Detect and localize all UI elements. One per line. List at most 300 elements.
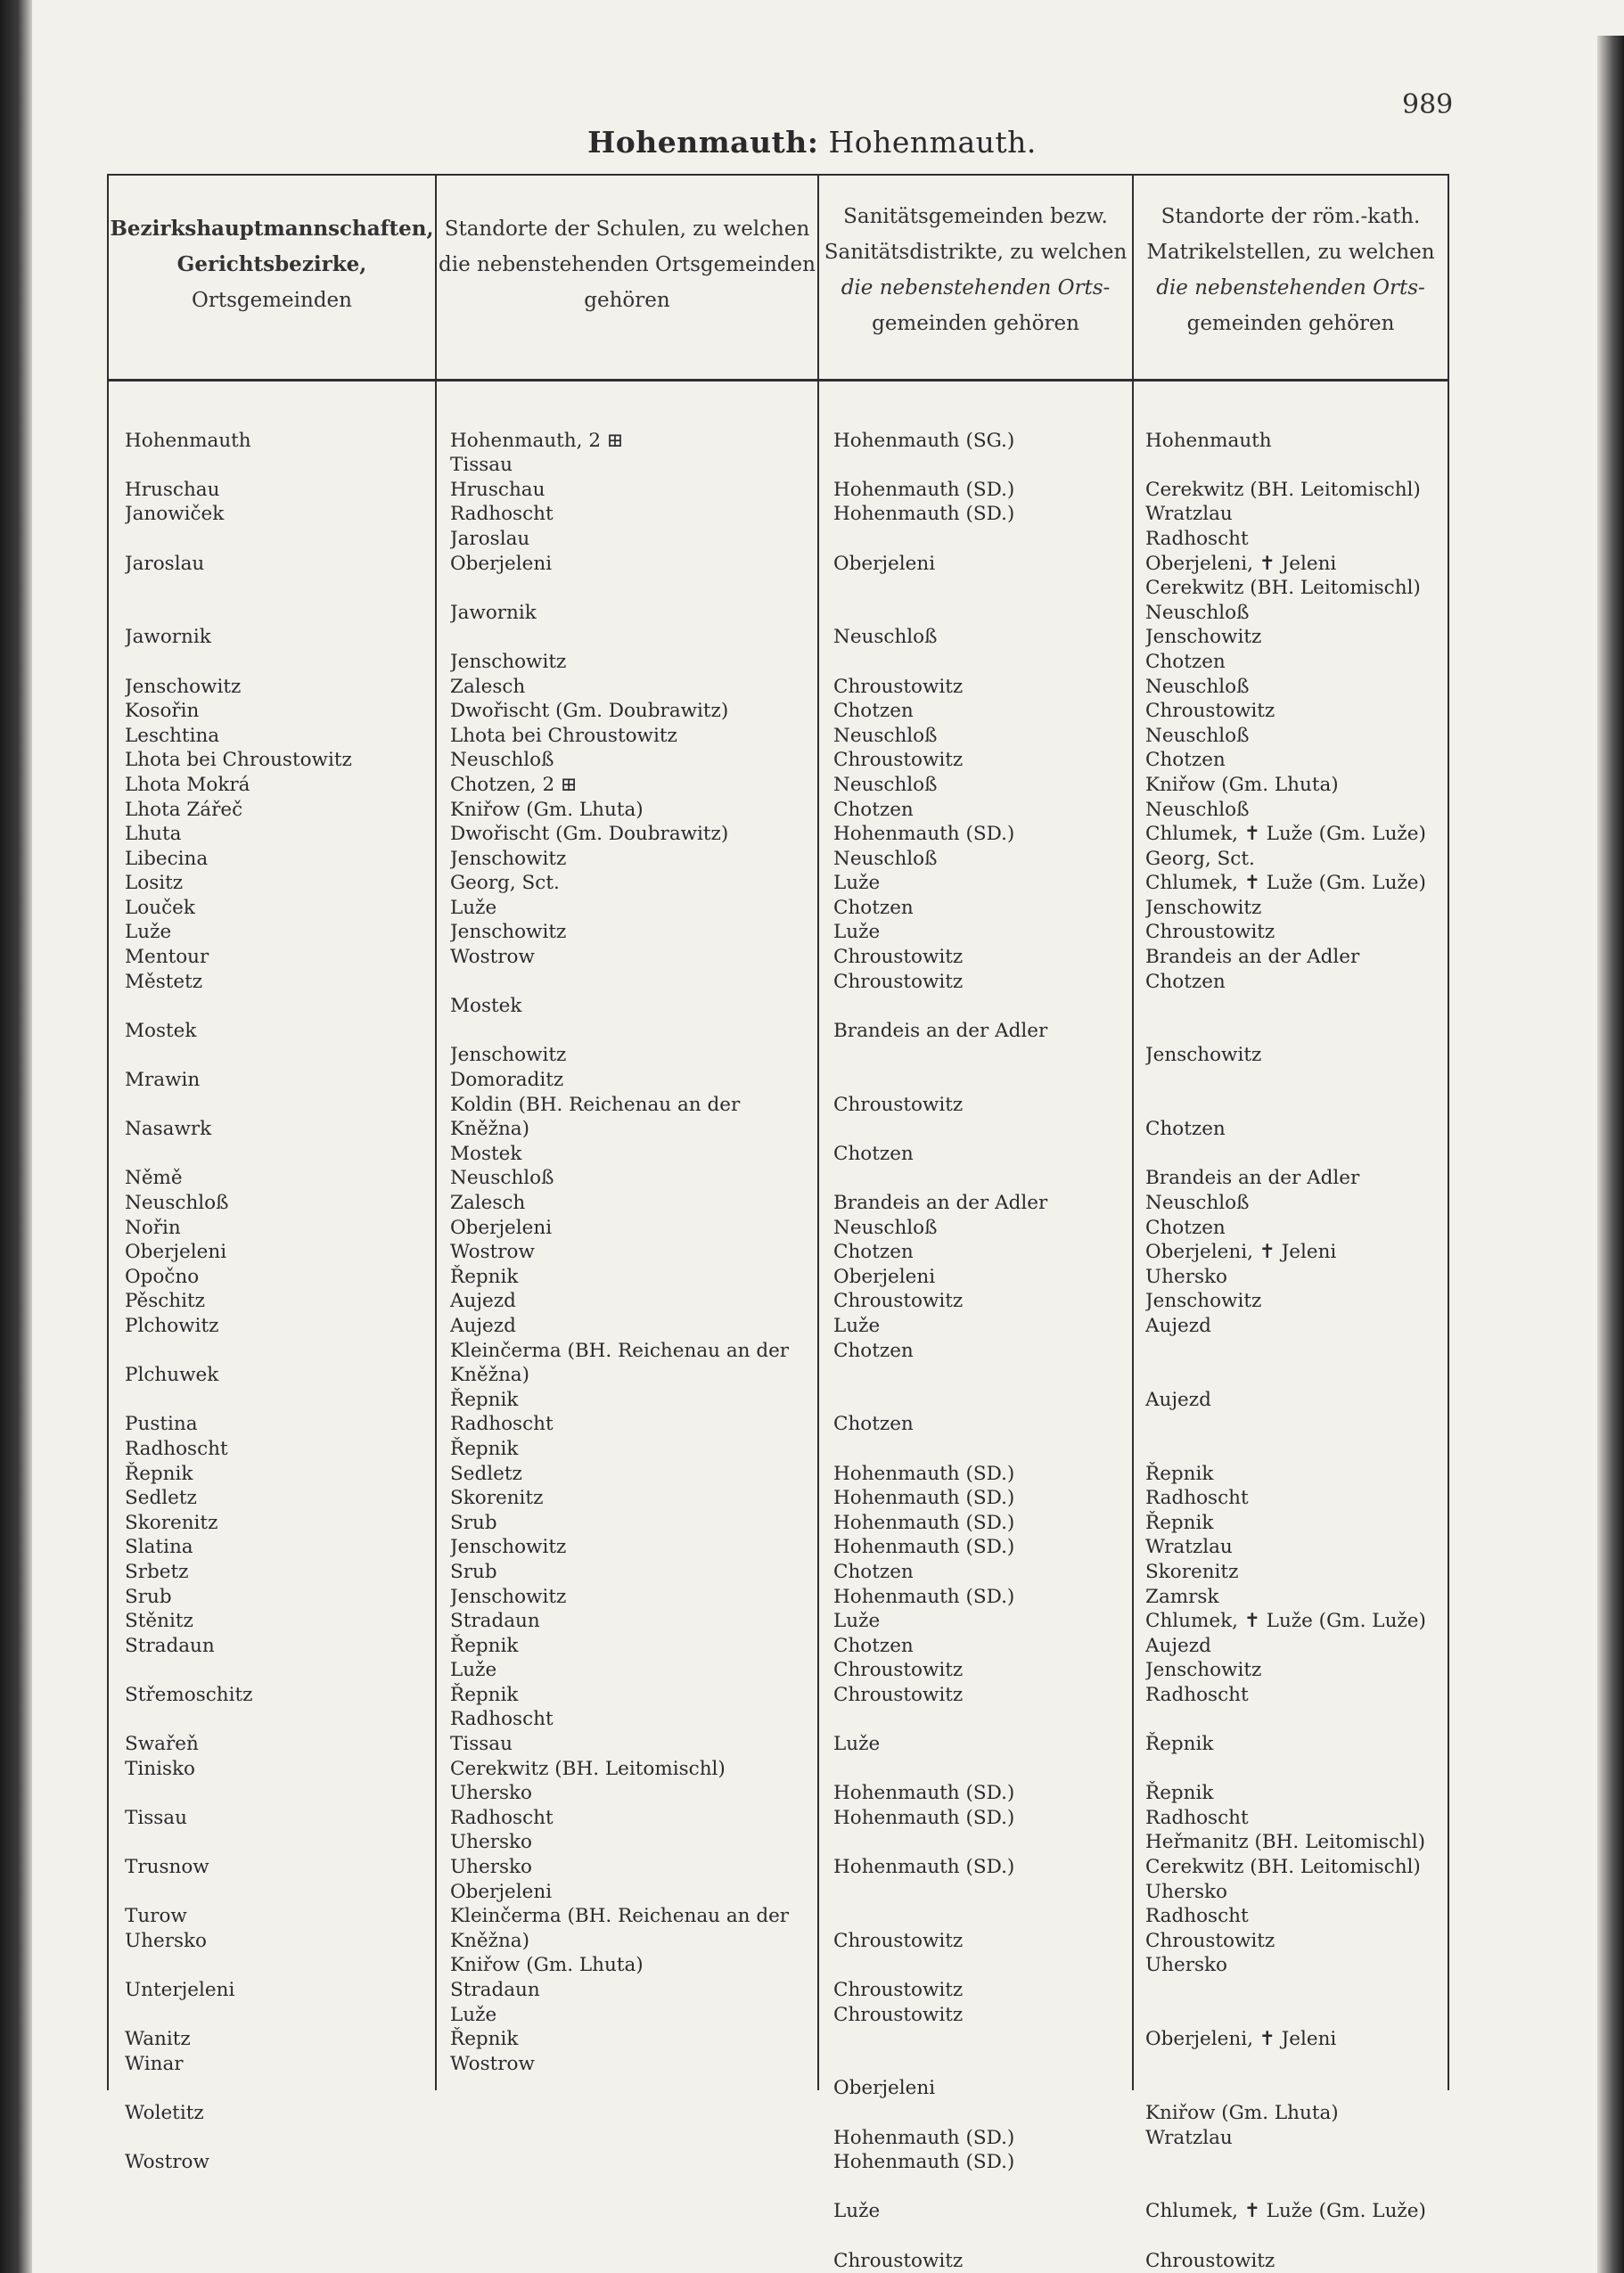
- col1-line: [125, 1781, 428, 1806]
- col1-line: [125, 994, 428, 1019]
- col4-line: Skorenitz: [1145, 1560, 1239, 1583]
- col3-line: Chroustowitz: [833, 1093, 964, 1116]
- title-bold: Hohenmauth:: [587, 125, 819, 160]
- col1-line: Plchuwek: [125, 1364, 219, 1387]
- col1-line: Nasawrk: [125, 1118, 212, 1141]
- col3-line: Neuschloß: [833, 724, 938, 747]
- col4-line: [1145, 2076, 1444, 2101]
- col3-line: Chotzen: [833, 1339, 914, 1362]
- col3-line: Chotzen: [833, 1634, 914, 1657]
- col2-line: Radhoscht: [450, 1708, 554, 1731]
- col3-line: Neuschloß: [833, 1216, 938, 1239]
- col4-line: Wratzlau: [1145, 2126, 1233, 2149]
- header-col4-line2: Matrikelstellen, zu welchen: [1146, 241, 1435, 264]
- col2-line: Radhoscht: [450, 1413, 554, 1436]
- col3-line: Luže: [833, 1733, 881, 1756]
- header-col3-line1: Sanitätsgemeinden bezw.: [843, 205, 1108, 228]
- col2-line: Radhoscht: [450, 1806, 554, 1829]
- col2-line: Sedletz: [450, 1462, 522, 1485]
- col4-line: Chotzen: [1145, 970, 1226, 993]
- col2-line: Dwořischt (Gm. Doubrawitz): [450, 823, 729, 846]
- col1-line: Woletitz: [125, 2101, 204, 2124]
- col4-line: Wratzlau: [1145, 1536, 1233, 1559]
- col4-line: Zamrsk: [1145, 1585, 1219, 1608]
- col4-line: Chlumek, ✝ Luže (Gm. Luže): [1145, 1610, 1426, 1633]
- col1-line: Oberjeleni: [125, 1241, 227, 1264]
- col3-line: [833, 1363, 1128, 1388]
- col1-line: Winar: [125, 2052, 184, 2075]
- col4-line: Oberjeleni, ✝ Jeleni: [1145, 552, 1337, 575]
- col4-line: [1145, 2003, 1444, 2028]
- col1-line: Hohenmauth: [125, 429, 251, 452]
- col3-line: Chotzen: [833, 896, 914, 919]
- col4-line: [1145, 1978, 1444, 2003]
- header-col1: [109, 211, 435, 318]
- col1-line: Tissau: [125, 1806, 187, 1829]
- col1-line: Stěnitz: [125, 1610, 193, 1633]
- col1-line: Swařeň: [125, 1733, 199, 1756]
- col3-line: Brandeis an der Adler: [833, 1019, 1048, 1042]
- col3-line: Chroustowitz: [833, 1683, 964, 1706]
- col1-line: Jaroslau: [125, 552, 205, 575]
- col2-line: Aujezd: [450, 1290, 516, 1313]
- col1-line: [125, 1658, 428, 1683]
- col4-line: Radhoscht: [1145, 1905, 1249, 1928]
- col4-line: [1145, 1068, 1444, 1093]
- col3-line: [833, 404, 1128, 429]
- col4-line: Uhersko: [1145, 1954, 1227, 1977]
- col4-line: Aujezd: [1145, 1314, 1211, 1337]
- col2-line: Wostrow: [450, 946, 535, 969]
- col2-line: Stradaun: [450, 1610, 540, 1633]
- col4-line: Radhoscht: [1145, 1806, 1249, 1829]
- col1-line: [125, 1880, 428, 1905]
- col2-line: Skorenitz: [450, 1487, 544, 1510]
- col1-line: Nořin: [125, 1216, 181, 1239]
- header-col4-line1: Standorte der röm.-kath.: [1161, 205, 1421, 228]
- col3-line: [833, 1166, 1128, 1191]
- header-col2-line2: die nebenstehenden Ortsgemeinden: [439, 253, 816, 276]
- header-col2-line1: Standorte der Schulen, zu welchen: [444, 217, 810, 241]
- col3-line: Hohenmauth (SD.): [833, 503, 1015, 526]
- col4-line: Chroustowitz: [1145, 921, 1275, 944]
- col4-line: Wratzlau: [1145, 503, 1233, 526]
- col4-line: [1145, 1142, 1444, 1167]
- col3-line: Chroustowitz: [833, 2249, 964, 2272]
- col1-line: Lhota bei Chroustowitz: [125, 749, 352, 772]
- col1-line: Wanitz: [125, 2028, 191, 2051]
- col2-line: Stradaun: [450, 1979, 540, 2001]
- col4-line: Jenschowitz: [1145, 1290, 1262, 1313]
- col2-line: Srub: [450, 1560, 497, 1583]
- col1-line: [125, 601, 428, 626]
- col3-line: Hohenmauth (SD.): [833, 1487, 1015, 1510]
- col3-line: Luže: [833, 1314, 881, 1337]
- col1-line: [125, 1093, 428, 1118]
- column-sanitaet: [833, 404, 1128, 2273]
- col3-line: Neuschloß: [833, 773, 938, 796]
- col2-line: [450, 625, 811, 650]
- col4-line: [1145, 2224, 1444, 2249]
- col1-line: Mentour: [125, 946, 209, 969]
- col2-line: Jaroslau: [450, 527, 530, 550]
- page-number: 989: [1402, 89, 1454, 120]
- col3-line: [833, 601, 1128, 626]
- col3-line: Chroustowitz: [833, 1659, 964, 1682]
- col4-line: [1145, 2052, 1444, 2077]
- col1-line: [125, 1830, 428, 1855]
- col2-line: Mostek: [450, 1142, 522, 1165]
- header-col2: [437, 211, 817, 318]
- col4-line: Hohenmauth: [1145, 429, 1272, 452]
- col1-line: Libecina: [125, 847, 209, 870]
- col1-line: Lhota Zářeč: [125, 798, 243, 821]
- col4-line: Brandeis an der Adler: [1145, 1167, 1360, 1190]
- col1-line: Stradaun: [125, 1634, 215, 1657]
- col2-line: Kleinčerma (BH. Reichenau an der: [450, 1905, 790, 1928]
- header-col1-line3: Ortsgemeinden: [192, 289, 352, 312]
- header-col1-line1: Bezirkshauptmannschaften,: [110, 217, 434, 241]
- col4-line: Neuschloß: [1145, 1192, 1250, 1214]
- col2-line: Neuschloß: [450, 749, 554, 772]
- col3-line: [833, 1388, 1128, 1413]
- col2-line: Luže: [450, 896, 497, 919]
- col1-line: Jenschowitz: [125, 675, 242, 698]
- col1-line: Mostek: [125, 1019, 197, 1042]
- col-divider-3: [1132, 174, 1134, 2090]
- column-schulen: [450, 404, 811, 2076]
- col4-line: Řepnik: [1145, 1733, 1214, 1756]
- col1-line: [125, 1142, 428, 1167]
- col4-line: [1145, 994, 1444, 1019]
- col2-line: Georg, Sct.: [450, 872, 560, 895]
- col4-line: Radhoscht: [1145, 527, 1249, 550]
- col3-line: Chroustowitz: [833, 675, 964, 698]
- col1-line: Slatina: [125, 1536, 193, 1559]
- col3-line: Chotzen: [833, 1413, 914, 1436]
- col3-line: Hohenmauth (SD.): [833, 1585, 1015, 1608]
- register-table: [107, 174, 1449, 2272]
- col2-line: Oberjeleni: [450, 1216, 553, 1239]
- col1-line: Skorenitz: [125, 1511, 218, 1534]
- col3-line: [833, 1904, 1128, 1929]
- col1-line: Lositz: [125, 872, 184, 895]
- col3-line: Hohenmauth (SD.): [833, 1856, 1015, 1879]
- col3-line: Hohenmauth (SD.): [833, 1462, 1015, 1485]
- header-col2-line3: gehören: [584, 289, 670, 312]
- col4-line: Chlumek, ✝ Luže (Gm. Luže): [1145, 823, 1426, 846]
- header-col4-line4: gemeinden gehören: [1186, 312, 1395, 335]
- col2-line: Oberjeleni: [450, 1880, 553, 1903]
- column-matrikel: [1145, 404, 1444, 2273]
- col3-line: Chroustowitz: [833, 749, 964, 772]
- col3-line: Chroustowitz: [833, 1290, 964, 1313]
- col3-line: Chotzen: [833, 798, 914, 821]
- col2-line: Oberjeleni: [450, 552, 553, 575]
- col3-line: [833, 2224, 1128, 2249]
- col2-line: Řepnik: [450, 1683, 519, 1706]
- col4-line: Chlumek, ✝ Luže (Gm. Luže): [1145, 872, 1426, 895]
- col1-line: Srbetz: [125, 1560, 189, 1583]
- col3-line: Hohenmauth (SD.): [833, 2126, 1015, 2149]
- col4-line: Chroustowitz: [1145, 2249, 1275, 2272]
- col1-line: Mrawin: [125, 1069, 201, 1092]
- col4-line: Chroustowitz: [1145, 700, 1275, 723]
- col3-line: Chroustowitz: [833, 946, 964, 969]
- col4-line: Uhersko: [1145, 1880, 1227, 1903]
- col2-line: Luže: [450, 2003, 497, 2026]
- col1-line: Tinisko: [125, 1757, 195, 1780]
- col2-line: Jenschowitz: [450, 1585, 567, 1608]
- col2-line: Hohenmauth, 2 ⊞: [450, 429, 623, 452]
- col4-line: Aujezd: [1145, 1388, 1211, 1411]
- col3-line: Chroustowitz: [833, 1979, 964, 2001]
- col3-line: Hohenmauth (SD.): [833, 2151, 1015, 2174]
- col4-line: Heřmanitz (BH. Leitomischl): [1145, 1831, 1425, 1854]
- col1-line: [125, 2076, 428, 2101]
- col2-line: Jenschowitz: [450, 847, 567, 870]
- page-title: [0, 125, 1624, 160]
- col3-line: [833, 453, 1128, 478]
- col4-line: [1145, 1707, 1444, 1732]
- col2-line: Luže: [450, 1659, 497, 1682]
- header-col3-line3: die nebenstehenden Orts-: [841, 276, 1111, 300]
- col2-line: Řepnik: [450, 1265, 519, 1288]
- table-left-border: [107, 174, 109, 2090]
- col4-line: [1145, 1757, 1444, 1782]
- col1-line: Neuschloß: [125, 1192, 229, 1214]
- col4-line: Oberjeleni, ✝ Jeleni: [1145, 2028, 1337, 2051]
- col2-line: Domoraditz: [450, 1069, 564, 1092]
- col4-line: [1145, 2175, 1444, 2200]
- col3-line: Hohenmauth (SD.): [833, 1782, 1015, 1805]
- col2-line: Neuschloß: [450, 1167, 554, 1190]
- col1-line: Wostrow: [125, 2151, 209, 2174]
- col4-line: Řepnik: [1145, 1511, 1214, 1534]
- col2-line: Mostek: [450, 995, 522, 1018]
- col3-line: Oberjeleni: [833, 2077, 936, 2100]
- col4-line: Kniřow (Gm. Lhuta): [1145, 773, 1339, 796]
- col4-line: Kniřow (Gm. Lhuta): [1145, 2101, 1339, 2124]
- col3-line: Chotzen: [833, 1241, 914, 1264]
- col1-line: Louček: [125, 896, 195, 919]
- col2-line: Řepnik: [450, 2028, 519, 2051]
- col1-line: Leschtina: [125, 724, 220, 747]
- col3-line: Oberjeleni: [833, 1265, 936, 1288]
- col2-line: [450, 576, 811, 601]
- col2-line: Hruschau: [450, 478, 545, 501]
- col1-line: Plchowitz: [125, 1314, 219, 1337]
- col2-line: Cerekwitz (BH. Leitomischl): [450, 1757, 726, 1780]
- header-col3-line4: gemeinden gehören: [872, 312, 1079, 335]
- col3-line: Hohenmauth (SD.): [833, 1806, 1015, 1829]
- col1-line: [125, 1953, 428, 1978]
- col1-line: Městetz: [125, 970, 203, 993]
- col2-line: Jenschowitz: [450, 650, 567, 673]
- col2-line: [450, 1019, 811, 1044]
- col1-line: Unterjeleni: [125, 1979, 235, 2001]
- col3-line: [833, 527, 1128, 552]
- col3-line: Chotzen: [833, 1560, 914, 1583]
- col3-line: Luže: [833, 2200, 881, 2223]
- col4-line: [1145, 404, 1444, 429]
- col3-line: [833, 994, 1128, 1019]
- col2-line: Srub: [450, 1511, 497, 1534]
- col3-line: Luže: [833, 921, 881, 944]
- col1-line: Lhuta: [125, 823, 182, 846]
- col4-line: [1145, 1437, 1444, 1462]
- col1-line: [125, 1339, 428, 1364]
- col3-line: Brandeis an der Adler: [833, 1192, 1048, 1214]
- col4-line: Neuschloß: [1145, 724, 1250, 747]
- col3-line: Neuschloß: [833, 626, 938, 649]
- col4-line: Cerekwitz (BH. Leitomischl): [1145, 478, 1421, 501]
- col1-line: Opočno: [125, 1265, 200, 1288]
- col3-line: Oberjeleni: [833, 552, 936, 575]
- col4-line: Uhersko: [1145, 1265, 1227, 1288]
- col4-line: [1145, 1363, 1444, 1388]
- col1-line: Pustina: [125, 1413, 198, 1436]
- col4-line: Chroustowitz: [1145, 1929, 1275, 1952]
- col4-line: [1145, 1093, 1444, 1118]
- col1-line: [125, 453, 428, 478]
- scan-edge-right: [1597, 36, 1624, 2273]
- col2-line: Jawornik: [450, 601, 537, 624]
- header-col4-line3: die nebenstehenden Orts-: [1156, 276, 1425, 300]
- col3-line: [833, 1437, 1128, 1462]
- col4-line: [1145, 1412, 1444, 1437]
- header-col1-line2: Gerichtsbezirke,: [176, 252, 367, 276]
- col2-line: Tissau: [450, 1733, 513, 1756]
- col2-line: Kniřow (Gm. Lhuta): [450, 798, 644, 821]
- col1-line: [125, 2003, 428, 2028]
- col4-line: Chotzen: [1145, 749, 1226, 772]
- table-top-border: [107, 174, 1449, 176]
- col3-line: Hohenmauth (SD.): [833, 478, 1015, 501]
- col1-line: Lhota Mokrá: [125, 773, 250, 796]
- col2-line: Uhersko: [450, 1831, 532, 1854]
- col3-line: Chroustowitz: [833, 970, 964, 993]
- col1-line: [125, 1388, 428, 1413]
- col1-line: [125, 2126, 428, 2151]
- col4-line: Jenschowitz: [1145, 1044, 1262, 1067]
- col1-line: Janowiček: [125, 503, 225, 526]
- col3-line: Hohenmauth (SD.): [833, 823, 1015, 846]
- header-bottom-border: [107, 379, 1449, 382]
- col3-line: Hohenmauth (SG.): [833, 429, 1015, 452]
- col3-line: [833, 2052, 1128, 2077]
- header-col4: [1134, 199, 1448, 341]
- col4-line: Oberjeleni, ✝ Jeleni: [1145, 1241, 1337, 1264]
- col4-line: Jenschowitz: [1145, 626, 1262, 649]
- col3-line: Hohenmauth (SD.): [833, 1536, 1015, 1559]
- col1-line: Střemoschitz: [125, 1683, 253, 1706]
- col1-line: Kosořin: [125, 700, 200, 723]
- col3-line: Hohenmauth (SD.): [833, 1511, 1015, 1534]
- col1-line: [125, 1707, 428, 1732]
- col2-line: Aujezd: [450, 1314, 516, 1337]
- col2-line: Kněžna): [450, 1364, 530, 1387]
- col1-line: [125, 576, 428, 601]
- col2-line: Dwořischt (Gm. Doubrawitz): [450, 700, 729, 723]
- col1-line: [125, 1043, 428, 1068]
- col1-line: [125, 650, 428, 675]
- col3-line: [833, 1830, 1128, 1855]
- col1-line: Jawornik: [125, 626, 211, 649]
- col2-line: [450, 404, 811, 429]
- col3-line: [833, 1757, 1128, 1782]
- col2-line: Chotzen, 2 ⊞: [450, 773, 577, 796]
- col1-line: Turow: [125, 1905, 187, 1928]
- col4-line: Neuschloß: [1145, 675, 1250, 698]
- col1-line: Řepnik: [125, 1462, 193, 1485]
- col3-line: [833, 1043, 1128, 1068]
- col2-line: Kleinčerma (BH. Reichenau an der: [450, 1339, 790, 1362]
- col1-line: Sedletz: [125, 1487, 197, 1510]
- col4-line: [1145, 1019, 1444, 1044]
- col2-line: Koldin (BH. Reichenau an der: [450, 1093, 741, 1116]
- col4-line: Radhoscht: [1145, 1487, 1249, 1510]
- col2-line: Wostrow: [450, 2052, 535, 2075]
- col3-line: Luže: [833, 1610, 881, 1633]
- col3-line: Neuschloß: [833, 847, 938, 870]
- col3-line: [833, 1117, 1128, 1142]
- col3-line: Chotzen: [833, 700, 914, 723]
- col4-line: Neuschloß: [1145, 601, 1250, 624]
- table-right-border: [1448, 174, 1449, 2090]
- col2-line: Kněžna): [450, 1929, 530, 1952]
- col2-line: Kniřow (Gm. Lhuta): [450, 1954, 644, 1977]
- header-col3-line2: Sanitätsdistrikte, zu welchen: [824, 241, 1128, 264]
- col2-line: Uhersko: [450, 1856, 532, 1879]
- col2-line: Jenschowitz: [450, 1044, 567, 1067]
- col1-line: Němě: [125, 1167, 183, 1190]
- col1-line: Pěschitz: [125, 1290, 205, 1313]
- col4-line: Cerekwitz (BH. Leitomischl): [1145, 577, 1421, 600]
- col3-line: [833, 1953, 1128, 1978]
- col2-line: Zalesch: [450, 1192, 526, 1214]
- col1-line: Luže: [125, 921, 172, 944]
- col2-line: Tissau: [450, 454, 513, 477]
- col4-line: Řepnik: [1145, 1782, 1214, 1805]
- col4-line: Georg, Sct.: [1145, 847, 1255, 870]
- col3-line: [833, 650, 1128, 675]
- col2-line: Řepnik: [450, 1388, 519, 1411]
- col2-line: Lhota bei Chroustowitz: [450, 724, 677, 747]
- col4-line: Aujezd: [1145, 1634, 1211, 1657]
- column-ortsgemeinden: [125, 404, 428, 2175]
- col2-line: Zalesch: [450, 675, 526, 698]
- col2-line: Wostrow: [450, 1241, 535, 1264]
- col-divider-2: [817, 174, 819, 2090]
- col1-line: Trusnow: [125, 1856, 209, 1879]
- col3-line: Chroustowitz: [833, 1929, 964, 1952]
- col1-line: Uhersko: [125, 1929, 207, 1952]
- col2-line: [450, 970, 811, 995]
- col4-line: Chotzen: [1145, 1118, 1226, 1141]
- col3-line: Chroustowitz: [833, 2003, 964, 2026]
- col4-line: Chlumek, ✝ Luže (Gm. Luže): [1145, 2200, 1426, 2223]
- col1-line: [125, 404, 428, 429]
- col2-line: Jenschowitz: [450, 921, 567, 944]
- col4-line: Řepnik: [1145, 1462, 1214, 1485]
- col2-line: Kněžna): [450, 1118, 530, 1141]
- col2-line: Uhersko: [450, 1782, 532, 1805]
- col2-line: Radhoscht: [450, 503, 554, 526]
- col3-line: [833, 2175, 1128, 2200]
- col3-line: [833, 1880, 1128, 1905]
- col1-line: Radhoscht: [125, 1437, 228, 1460]
